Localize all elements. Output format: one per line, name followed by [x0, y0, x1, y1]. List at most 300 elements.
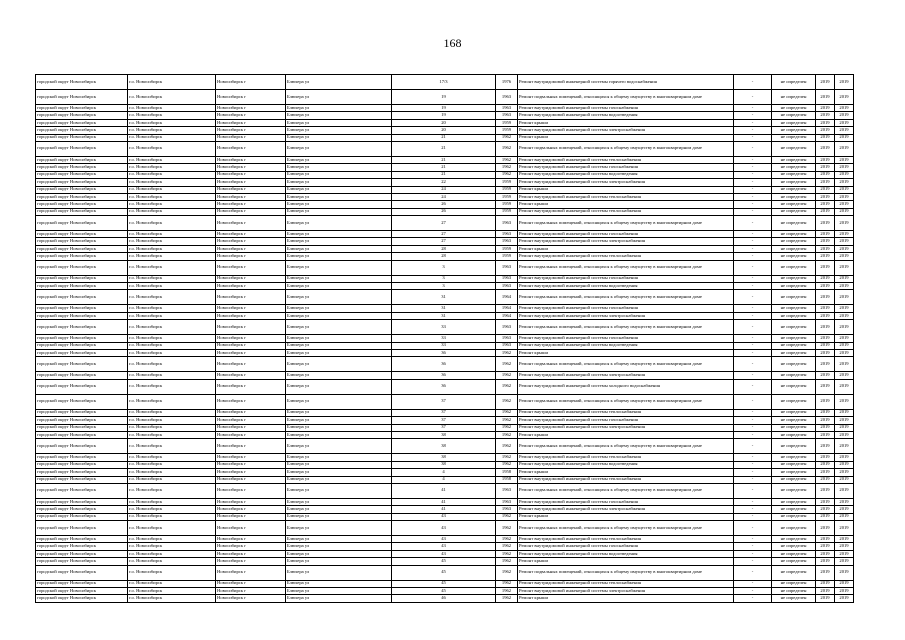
settlement-cell: г.о. Новосибирск [128, 179, 216, 186]
work-type-cell: Ремонт внутридомовой инженерной системы электроснабжения [518, 238, 734, 245]
start-year-cell: 2019 [816, 550, 835, 557]
table-row [36, 201, 854, 208]
year-cell: 1962 [496, 431, 518, 438]
street-cell: Блюхера ул [286, 372, 392, 379]
status-cell: не определен [772, 127, 816, 134]
municipality-cell: городской округ Новосибирск [36, 536, 128, 543]
street-cell: Блюхера ул [286, 483, 392, 498]
cost-cell: - [734, 454, 772, 461]
cost-cell: - [734, 253, 772, 260]
municipality-cell: городской округ Новосибирск [36, 476, 128, 483]
start-year-cell: 2019 [816, 134, 835, 141]
start-year-cell: 2019 [816, 595, 835, 602]
start-year-cell: 2019 [816, 521, 835, 536]
settlement-cell: г.о. Новосибирск [128, 498, 216, 505]
end-year-cell: 2019 [835, 342, 854, 349]
settlement-cell: г.о. Новосибирск [128, 260, 216, 275]
year-cell: 1962 [496, 521, 518, 536]
cost-cell: - [734, 208, 772, 215]
table-row [36, 231, 854, 238]
start-year-cell: 2019 [816, 179, 835, 186]
settlement-cell: г.о. Новосибирск [128, 506, 216, 513]
year-cell: 1959 [496, 201, 518, 208]
end-year-cell: 2019 [835, 156, 854, 163]
year-cell: 1962 [496, 543, 518, 550]
work-type-cell: Ремонт внутридомовой инженерной системы электроснабжения [518, 588, 734, 595]
year-cell: 1962 [496, 141, 518, 156]
street-cell: Блюхера ул [286, 342, 392, 349]
start-year-cell: 2019 [816, 439, 835, 454]
house-cell: 37 [392, 394, 496, 409]
table-row [36, 342, 854, 349]
cost-cell: - [734, 231, 772, 238]
street-cell: Блюхера ул [286, 580, 392, 587]
cost-cell: - [734, 461, 772, 468]
end-year-cell: 2019 [835, 335, 854, 342]
table-row [36, 558, 854, 565]
street-cell: Блюхера ул [286, 461, 392, 468]
city-cell: Новосибирск г [216, 335, 286, 342]
table-row [36, 164, 854, 171]
status-cell: не определен [772, 580, 816, 587]
settlement-cell: г.о. Новосибирск [128, 349, 216, 356]
start-year-cell: 2019 [816, 290, 835, 305]
work-type-cell: Ремонт внутридомовой инженерной системы водоотведения [518, 171, 734, 178]
start-year-cell: 2019 [816, 260, 835, 275]
table-row [36, 312, 854, 319]
start-year-cell: 2019 [816, 119, 835, 126]
street-cell: Блюхера ул [286, 565, 392, 580]
city-cell: Новосибирск г [216, 283, 286, 290]
year-cell: 1963 [496, 231, 518, 238]
municipality-cell: городской округ Новосибирск [36, 179, 128, 186]
cost-cell: - [734, 431, 772, 438]
settlement-cell: г.о. Новосибирск [128, 357, 216, 372]
house-cell: 24 [392, 193, 496, 200]
table-row [36, 156, 854, 163]
municipality-cell: городской округ Новосибирск [36, 357, 128, 372]
settlement-cell: г.о. Новосибирск [128, 134, 216, 141]
work-type-cell: Ремонт внутридомовой инженерной системы водоотведения [518, 461, 734, 468]
work-type-cell: Ремонт внутридомовой инженерной системы водоотведения [518, 550, 734, 557]
municipality-cell: городской округ Новосибирск [36, 164, 128, 171]
city-cell: Новосибирск г [216, 506, 286, 513]
year-cell: 1963 [496, 498, 518, 505]
start-year-cell: 2019 [816, 461, 835, 468]
cost-cell: - [734, 238, 772, 245]
year-cell: 1962 [496, 134, 518, 141]
start-year-cell: 2019 [816, 454, 835, 461]
table-row [36, 409, 854, 416]
year-cell: 1962 [496, 558, 518, 565]
street-cell: Блюхера ул [286, 105, 392, 112]
year-cell: 1964 [496, 305, 518, 312]
work-type-cell: Ремонт подвальных помещений, относящихся к общему имуществу в многоквартирном доме [518, 565, 734, 580]
municipality-cell: городской округ Новосибирск [36, 469, 128, 476]
cost-cell: - [734, 394, 772, 409]
street-cell: Блюхера ул [286, 193, 392, 200]
year-cell: 1962 [496, 156, 518, 163]
year-cell: 1958 [496, 476, 518, 483]
start-year-cell: 2019 [816, 245, 835, 252]
status-cell: не определен [772, 469, 816, 476]
year-cell: 1963 [496, 90, 518, 105]
status-cell: не определен [772, 342, 816, 349]
table-row [36, 476, 854, 483]
year-cell: 1963 [496, 238, 518, 245]
end-year-cell: 2019 [835, 394, 854, 409]
cost-cell: - [734, 335, 772, 342]
status-cell: не определен [772, 305, 816, 312]
cost-cell: - [734, 469, 772, 476]
municipality-cell: городской округ Новосибирск [36, 208, 128, 215]
settlement-cell: г.о. Новосибирск [128, 394, 216, 409]
status-cell: не определен [772, 595, 816, 602]
cost-cell: - [734, 342, 772, 349]
year-cell: 1963 [496, 260, 518, 275]
city-cell: Новосибирск г [216, 543, 286, 550]
status-cell: не определен [772, 231, 816, 238]
end-year-cell: 2019 [835, 513, 854, 520]
settlement-cell: г.о. Новосибирск [128, 379, 216, 394]
house-cell: 4 [392, 476, 496, 483]
work-type-cell: Ремонт внутридомовой инженерной системы теплоснабжения [518, 476, 734, 483]
work-type-cell: Ремонт внутридомовой инженерной системы теплоснабжения [518, 208, 734, 215]
end-year-cell: 2019 [835, 476, 854, 483]
year-cell: 1976 [496, 75, 518, 90]
work-type-cell: Ремонт внутридомовой инженерной системы теплоснабжения [518, 409, 734, 416]
table-row [36, 595, 854, 602]
start-year-cell: 2019 [816, 275, 835, 282]
street-cell: Блюхера ул [286, 394, 392, 409]
start-year-cell: 2019 [816, 565, 835, 580]
street-cell: Блюхера ул [286, 179, 392, 186]
municipality-cell: городской округ Новосибирск [36, 588, 128, 595]
municipality-cell: городской округ Новосибирск [36, 521, 128, 536]
city-cell: Новосибирск г [216, 349, 286, 356]
status-cell: не определен [772, 417, 816, 424]
table-row [36, 171, 854, 178]
works-table [35, 74, 854, 603]
city-cell: Новосибирск г [216, 565, 286, 580]
settlement-cell: г.о. Новосибирск [128, 245, 216, 252]
street-cell: Блюхера ул [286, 312, 392, 319]
works-table-body [36, 75, 854, 603]
year-cell: 1963 [496, 320, 518, 335]
table-row [36, 275, 854, 282]
city-cell: Новосибирск г [216, 469, 286, 476]
city-cell: Новосибирск г [216, 156, 286, 163]
start-year-cell: 2019 [816, 349, 835, 356]
start-year-cell: 2019 [816, 320, 835, 335]
status-cell: не определен [772, 119, 816, 126]
works-table-container [35, 74, 853, 603]
cost-cell: - [734, 134, 772, 141]
year-cell: 1963 [496, 483, 518, 498]
start-year-cell: 2019 [816, 171, 835, 178]
end-year-cell: 2019 [835, 238, 854, 245]
city-cell: Новосибирск г [216, 588, 286, 595]
settlement-cell: г.о. Новосибирск [128, 156, 216, 163]
status-cell: не определен [772, 513, 816, 520]
end-year-cell: 2019 [835, 483, 854, 498]
street-cell: Блюхера ул [286, 454, 392, 461]
table-row [36, 245, 854, 252]
municipality-cell: городской округ Новосибирск [36, 506, 128, 513]
cost-cell: - [734, 595, 772, 602]
year-cell: 1962 [496, 454, 518, 461]
house-cell: 27 [392, 216, 496, 231]
end-year-cell: 2019 [835, 245, 854, 252]
municipality-cell: городской округ Новосибирск [36, 417, 128, 424]
settlement-cell: г.о. Новосибирск [128, 112, 216, 119]
settlement-cell: г.о. Новосибирск [128, 75, 216, 90]
municipality-cell: городской округ Новосибирск [36, 595, 128, 602]
table-row [36, 305, 854, 312]
city-cell: Новосибирск г [216, 394, 286, 409]
city-cell: Новосибирск г [216, 75, 286, 90]
street-cell: Блюхера ул [286, 498, 392, 505]
work-type-cell: Ремонт внутридомовой инженерной системы теплоснабжения [518, 193, 734, 200]
settlement-cell: г.о. Новосибирск [128, 550, 216, 557]
municipality-cell: городской округ Новосибирск [36, 379, 128, 394]
table-row [36, 283, 854, 290]
status-cell: не определен [772, 275, 816, 282]
start-year-cell: 2019 [816, 105, 835, 112]
end-year-cell: 2019 [835, 461, 854, 468]
end-year-cell: 2019 [835, 320, 854, 335]
start-year-cell: 2019 [816, 379, 835, 394]
table-row [36, 521, 854, 536]
city-cell: Новосибирск г [216, 558, 286, 565]
status-cell: не определен [772, 409, 816, 416]
table-row [36, 550, 854, 557]
year-cell: 1958 [496, 469, 518, 476]
table-row [36, 469, 854, 476]
city-cell: Новосибирск г [216, 193, 286, 200]
start-year-cell: 2019 [816, 342, 835, 349]
cost-cell: - [734, 476, 772, 483]
settlement-cell: г.о. Новосибирск [128, 290, 216, 305]
work-type-cell: Ремонт внутридомовой инженерной системы электроснабжения [518, 506, 734, 513]
settlement-cell: г.о. Новосибирск [128, 417, 216, 424]
status-cell: не определен [772, 498, 816, 505]
street-cell: Блюхера ул [286, 238, 392, 245]
end-year-cell: 2019 [835, 253, 854, 260]
status-cell: не определен [772, 75, 816, 90]
status-cell: не определен [772, 238, 816, 245]
year-cell: 1962 [496, 595, 518, 602]
start-year-cell: 2019 [816, 112, 835, 119]
house-cell: 31 [392, 312, 496, 319]
house-cell: 36 [392, 372, 496, 379]
table-row [36, 193, 854, 200]
table-row [36, 461, 854, 468]
city-cell: Новосибирск г [216, 550, 286, 557]
year-cell: 1962 [496, 164, 518, 171]
municipality-cell: городской округ Новосибирск [36, 75, 128, 90]
municipality-cell: городской округ Новосибирск [36, 305, 128, 312]
year-cell: 1963 [496, 506, 518, 513]
end-year-cell: 2019 [835, 208, 854, 215]
table-row [36, 439, 854, 454]
year-cell: 1963 [496, 112, 518, 119]
municipality-cell: городской округ Новосибирск [36, 119, 128, 126]
municipality-cell: городской округ Новосибирск [36, 275, 128, 282]
cost-cell: - [734, 372, 772, 379]
year-cell: 1959 [496, 179, 518, 186]
status-cell: не определен [772, 105, 816, 112]
house-cell: 22 [392, 179, 496, 186]
table-row [36, 357, 854, 372]
table-row [36, 216, 854, 231]
house-cell: 19 [392, 105, 496, 112]
work-type-cell: Ремонт подвальных помещений, относящихся к общему имуществу в многоквартирном доме [518, 216, 734, 231]
city-cell: Новосибирск г [216, 521, 286, 536]
start-year-cell: 2019 [816, 536, 835, 543]
work-type-cell: Ремонт внутридомовой инженерной системы газоснабжения [518, 275, 734, 282]
status-cell: не определен [772, 193, 816, 200]
status-cell: не определен [772, 216, 816, 231]
city-cell: Новосибирск г [216, 417, 286, 424]
table-row [36, 417, 854, 424]
house-cell: 3 [392, 283, 496, 290]
table-row [36, 506, 854, 513]
status-cell: не определен [772, 543, 816, 550]
end-year-cell: 2019 [835, 580, 854, 587]
start-year-cell: 2019 [816, 193, 835, 200]
street-cell: Блюхера ул [286, 208, 392, 215]
settlement-cell: г.о. Новосибирск [128, 439, 216, 454]
end-year-cell: 2019 [835, 112, 854, 119]
work-type-cell: Ремонт внутридомовой инженерной системы газоснабжения [518, 231, 734, 238]
house-cell: 28 [392, 245, 496, 252]
house-cell: 43 [392, 543, 496, 550]
start-year-cell: 2019 [816, 498, 835, 505]
work-type-cell: Ремонт внутридомовой инженерной системы газоснабжения [518, 164, 734, 171]
municipality-cell: городской округ Новосибирск [36, 105, 128, 112]
end-year-cell: 2019 [835, 379, 854, 394]
settlement-cell: г.о. Новосибирск [128, 476, 216, 483]
municipality-cell: городской округ Новосибирск [36, 260, 128, 275]
table-row [36, 536, 854, 543]
status-cell: не определен [772, 357, 816, 372]
start-year-cell: 2019 [816, 409, 835, 416]
cost-cell: - [734, 305, 772, 312]
end-year-cell: 2019 [835, 171, 854, 178]
house-cell: 38 [392, 454, 496, 461]
house-cell: 20 [392, 127, 496, 134]
municipality-cell: городской округ Новосибирск [36, 231, 128, 238]
city-cell: Новосибирск г [216, 208, 286, 215]
year-cell: 1962 [496, 394, 518, 409]
end-year-cell: 2019 [835, 565, 854, 580]
municipality-cell: городской округ Новосибирск [36, 409, 128, 416]
cost-cell: - [734, 580, 772, 587]
start-year-cell: 2019 [816, 186, 835, 193]
work-type-cell: Ремонт подвальных помещений, относящихся к общему имуществу в многоквартирном доме [518, 521, 734, 536]
end-year-cell: 2019 [835, 588, 854, 595]
end-year-cell: 2019 [835, 454, 854, 461]
start-year-cell: 2019 [816, 469, 835, 476]
street-cell: Блюхера ул [286, 431, 392, 438]
year-cell: 1959 [496, 186, 518, 193]
end-year-cell: 2019 [835, 431, 854, 438]
year-cell: 1964 [496, 312, 518, 319]
municipality-cell: городской округ Новосибирск [36, 513, 128, 520]
year-cell: 1962 [496, 417, 518, 424]
house-cell: 45 [392, 565, 496, 580]
house-cell: 20 [392, 119, 496, 126]
end-year-cell: 2019 [835, 550, 854, 557]
street-cell: Блюхера ул [286, 290, 392, 305]
city-cell: Новосибирск г [216, 231, 286, 238]
settlement-cell: г.о. Новосибирск [128, 193, 216, 200]
settlement-cell: г.о. Новосибирск [128, 141, 216, 156]
street-cell: Блюхера ул [286, 231, 392, 238]
street-cell: Блюхера ул [286, 417, 392, 424]
start-year-cell: 2019 [816, 164, 835, 171]
city-cell: Новосибирск г [216, 164, 286, 171]
municipality-cell: городской округ Новосибирск [36, 216, 128, 231]
work-type-cell: Ремонт подвальных помещений, относящихся к общему имуществу в многоквартирном доме [518, 260, 734, 275]
municipality-cell: городской округ Новосибирск [36, 141, 128, 156]
status-cell: не определен [772, 260, 816, 275]
street-cell: Блюхера ул [286, 379, 392, 394]
cost-cell: - [734, 513, 772, 520]
settlement-cell: г.о. Новосибирск [128, 335, 216, 342]
work-type-cell: Ремонт внутридомовой инженерной системы газоснабжения [518, 335, 734, 342]
settlement-cell: г.о. Новосибирск [128, 461, 216, 468]
work-type-cell: Ремонт внутридомовой инженерной системы газоснабжения [518, 498, 734, 505]
settlement-cell: г.о. Новосибирск [128, 231, 216, 238]
table-row [36, 543, 854, 550]
end-year-cell: 2019 [835, 260, 854, 275]
street-cell: Блюхера ул [286, 558, 392, 565]
street-cell: Блюхера ул [286, 216, 392, 231]
year-cell: 1962 [496, 513, 518, 520]
settlement-cell: г.о. Новосибирск [128, 558, 216, 565]
year-cell: 1959 [496, 208, 518, 215]
table-row [36, 588, 854, 595]
house-cell: 37 [392, 417, 496, 424]
city-cell: Новосибирск г [216, 260, 286, 275]
end-year-cell: 2019 [835, 134, 854, 141]
end-year-cell: 2019 [835, 141, 854, 156]
cost-cell: - [734, 260, 772, 275]
municipality-cell: городской округ Новосибирск [36, 171, 128, 178]
table-row [36, 431, 854, 438]
work-type-cell: Ремонт подвальных помещений, относящихся к общему имуществу в многоквартирном доме [518, 357, 734, 372]
settlement-cell: г.о. Новосибирск [128, 171, 216, 178]
house-cell: 33 [392, 342, 496, 349]
work-type-cell: Ремонт внутридомовой инженерной системы теплоснабжения [518, 156, 734, 163]
work-type-cell: Ремонт внутридомовой инженерной системы электроснабжения [518, 424, 734, 431]
year-cell: 1963 [496, 335, 518, 342]
work-type-cell: Ремонт крыши [518, 201, 734, 208]
settlement-cell: г.о. Новосибирск [128, 127, 216, 134]
status-cell: не определен [772, 536, 816, 543]
end-year-cell: 2019 [835, 595, 854, 602]
work-type-cell: Ремонт внутридомовой инженерной системы водоотведения [518, 342, 734, 349]
street-cell: Блюхера ул [286, 283, 392, 290]
municipality-cell: городской округ Новосибирск [36, 372, 128, 379]
table-row [36, 260, 854, 275]
city-cell: Новосибирск г [216, 312, 286, 319]
work-type-cell: Ремонт крыши [518, 469, 734, 476]
table-row [36, 379, 854, 394]
year-cell: 1963 [496, 105, 518, 112]
